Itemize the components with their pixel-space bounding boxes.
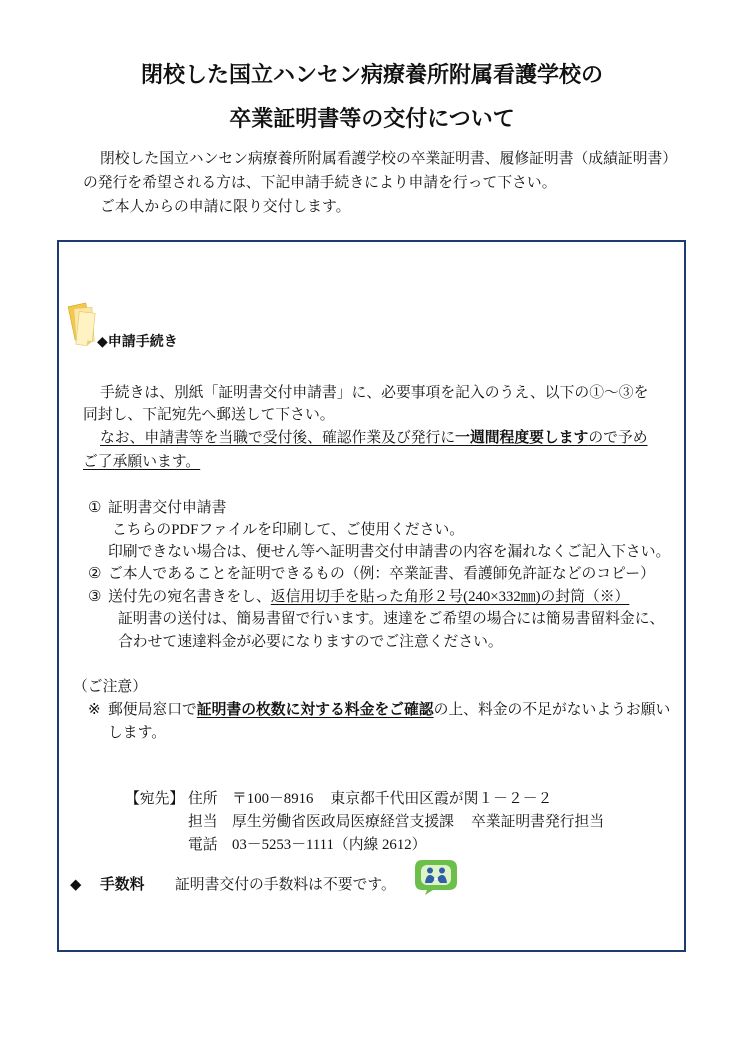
- intro-line: ご本人からの申請に限り交付します。: [100, 199, 351, 215]
- contact-person: 卒業証明書発行担当: [470, 814, 605, 830]
- address-row: [188, 812, 604, 832]
- item-marker: ①: [88, 500, 102, 516]
- caution-line: します。: [108, 725, 167, 741]
- instruction-line: 手続きは、別紙「証明書交付申請書」に、必要事項を記入のうえ、以下の①～③を: [100, 385, 649, 401]
- address-key: 担当: [188, 814, 218, 830]
- instruction-notice-line: ご了承願います。: [83, 454, 201, 470]
- address-row: [188, 789, 552, 809]
- item-note: 証明書の送付は、簡易書留で行います。速達をご希望の場合には簡易書留料金に、: [118, 611, 665, 627]
- sticky-notes-icon: [66, 300, 100, 348]
- caution-marker: ※: [88, 702, 101, 718]
- item-label: 証明書交付申請書: [108, 500, 227, 516]
- fee-label: 手数料: [100, 877, 145, 893]
- item-note: こちらのPDFファイルを印刷して、ご使用ください。: [112, 522, 465, 538]
- item-label-underlined: 返信用切手を貼った角形２号(240×332㎜)の封筒（※）: [270, 589, 630, 605]
- item-label: ご本人であることを証明できるもの（例：卒業証書、看護師免許証などのコピー）: [108, 566, 655, 582]
- processing-time-emphasis: 一週間程度要します: [455, 430, 589, 446]
- item-marker: ③: [88, 589, 102, 605]
- instruction-notice-line: [100, 428, 648, 448]
- title-line-2: 卒業証明書等の交付について: [229, 106, 515, 131]
- street-address: 東京都千代田区霞が関１－２－２: [330, 791, 553, 807]
- list-item: [88, 564, 655, 584]
- fee-text: 証明書交付の手数料は不要です。: [175, 877, 396, 893]
- item-note: 合わせて速達料金が必要になりますのでご注意ください。: [118, 634, 503, 650]
- intro-line: 閉校した国立ハンセン病療養所附属看護学校の卒業証明書、履修証明書（成績証明書）: [100, 151, 678, 167]
- caution-line: [88, 700, 670, 720]
- instruction-line: 同封し、下記宛先へ郵送して下さい。: [83, 407, 335, 423]
- intro-line: の発行を希望される方は、下記申請手続きにより申請を行って下さい。: [83, 175, 557, 191]
- title-line-1: 閉校した国立ハンセン病療養所附属看護学校の: [140, 62, 603, 87]
- procedure-heading: ◆申請手続き: [97, 333, 178, 349]
- list-item: [88, 587, 629, 607]
- caution-text: の上、料金の不足がないようお願い: [433, 702, 671, 718]
- item-note: 印刷できない場合は、便せん等へ証明書交付申請書の内容を漏れなくご記入下さい。: [108, 544, 671, 560]
- caution-text: 郵便局窓口で: [108, 702, 197, 718]
- department: 厚生労働省医政局医療経営支援課: [232, 814, 454, 830]
- list-item: [88, 498, 226, 518]
- fee-marker: ◆: [70, 877, 82, 893]
- fee-line: [70, 875, 396, 895]
- item-marker: ②: [88, 566, 102, 582]
- item-label: 送付先の宛名書きをし、: [108, 589, 271, 605]
- procedure-box: [57, 240, 686, 952]
- address-key: 電話: [188, 837, 218, 853]
- phone-number: 03－5253－1111（内線 2612）: [232, 837, 427, 853]
- notice-text: なお、申請書等を当職で受付後、確認作業及び発行に: [100, 430, 456, 446]
- caution-emphasis: 証明書の枚数に対する料金をご確認: [196, 702, 434, 718]
- address-key: 住所: [188, 791, 218, 807]
- postal-code: 〒100－8916: [232, 791, 314, 807]
- greeting-figures-icon: [413, 858, 459, 896]
- address-row: [188, 835, 426, 855]
- address-label: 【宛先】: [125, 791, 185, 807]
- notice-text: ので予め: [588, 430, 648, 446]
- caution-heading: （ご注意）: [73, 679, 147, 695]
